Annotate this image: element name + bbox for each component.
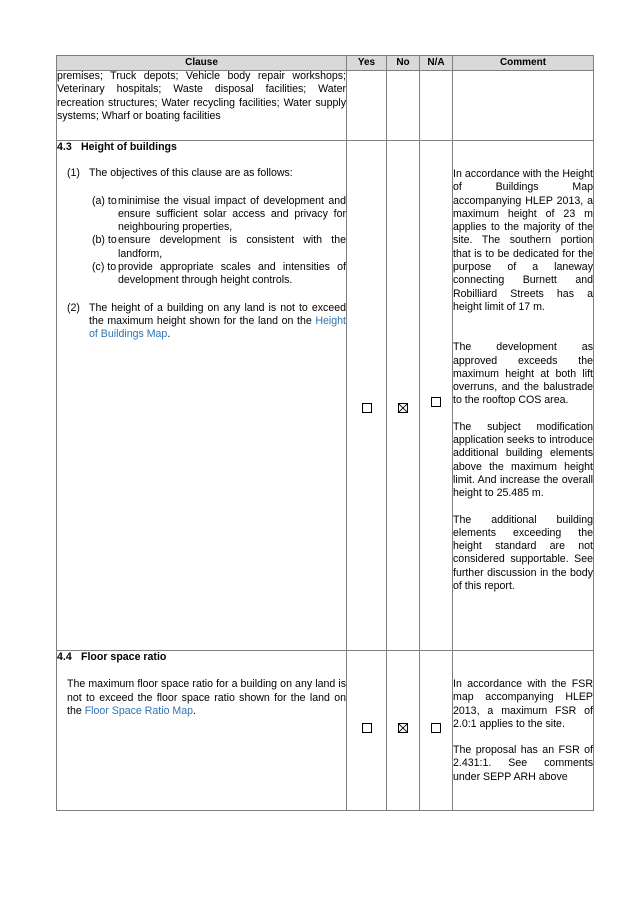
- header-clause: Clause: [57, 56, 347, 71]
- objective-2: (2) The height of a building on any land is not to exceed the maximum height shown for the land on the Height of Buildings Map.: [67, 301, 346, 341]
- yes-checkbox[interactable]: [362, 403, 372, 413]
- comment-paragraph: The additional building elements exceeding the height standard are not considered supportable. See further discussion in the body of this report.: [453, 513, 593, 593]
- comment-cell: [453, 651, 594, 811]
- no-checkbox[interactable]: [398, 723, 408, 733]
- height-of-buildings-map-link[interactable]: Height of Buildings Map: [89, 314, 346, 341]
- clause-text: The maximum floor space ratio for a building on any land is not to exceed the floor space ratio shown for the land on the Floor Space Ratio Map.: [67, 678, 346, 717]
- comment-paragraph: In accordance with the FSR map accompanying HLEP 2013, a maximum FSR of 2.0:1 applies to the site.: [453, 678, 593, 730]
- header-row: [57, 56, 594, 71]
- check-cross-icon: [399, 724, 407, 732]
- header-yes: Yes: [347, 56, 387, 71]
- clause-table: [56, 55, 594, 811]
- section-title: 4.3 Height of buildings: [57, 141, 177, 153]
- clause-cell: [57, 651, 347, 811]
- comment-paragraph: The proposal has an FSR of 2.431:1. See comments under SEPP ARH above: [453, 744, 593, 783]
- header-no: No: [387, 56, 420, 71]
- clause-cell: [57, 71, 347, 141]
- table-row: [57, 71, 594, 141]
- comment-paragraph: The development as approved exceeds the maximum height at both lift overruns, and the balustrade to the rooftop COS area.: [453, 341, 593, 407]
- comment-cell: [453, 141, 594, 651]
- comment-paragraph: In accordance with the Height of Buildings Map accompanying HLEP 2013, a maximum height of 23 m applies to the majority of the site. The southern portion that is to be dedicated for the purpose of a laneway connecting Burnett and Robilliard Streets has a height limit of 17 m.: [453, 168, 593, 313]
- header-comment: Comment: [453, 56, 594, 71]
- sub-item-c: (c) to provide appropriate scales and intensities of development through height controls.: [92, 261, 346, 287]
- no-checkbox[interactable]: [398, 403, 408, 413]
- na-checkbox[interactable]: [431, 723, 441, 733]
- na-checkbox[interactable]: [431, 397, 441, 407]
- table-row: [57, 141, 594, 651]
- clause-cell: [57, 141, 347, 651]
- sub-item-b: (b) to ensure development is consistent with the landform,: [92, 234, 346, 260]
- sub-item-a: (a) to minimise the visual impact of development and ensure sufficient solar access and privacy for neighbouring properties,: [92, 194, 346, 234]
- yes-checkbox[interactable]: [362, 723, 372, 733]
- floor-space-ratio-map-link[interactable]: Floor Space Ratio Map: [84, 704, 194, 717]
- continued-text: premises; Truck depots; Vehicle body repair workshops; Veterinary hospitals; Waste disposal facilities; Water recreation structures; Water recycling facilities; Water supply systems; Wharf or boating facilities: [57, 70, 346, 122]
- check-cross-icon: [399, 404, 407, 412]
- table-row: [57, 651, 594, 811]
- comment-paragraph: The subject modification application seeks to introduce additional building elements above the maximum height limit. And increase the overall height to 25.485 m.: [453, 420, 593, 500]
- header-na: N/A: [420, 56, 453, 71]
- section-title: 4.4 Floor space ratio: [57, 651, 167, 663]
- objective-1: (1) The objectives of this clause are as follows:: [67, 167, 293, 180]
